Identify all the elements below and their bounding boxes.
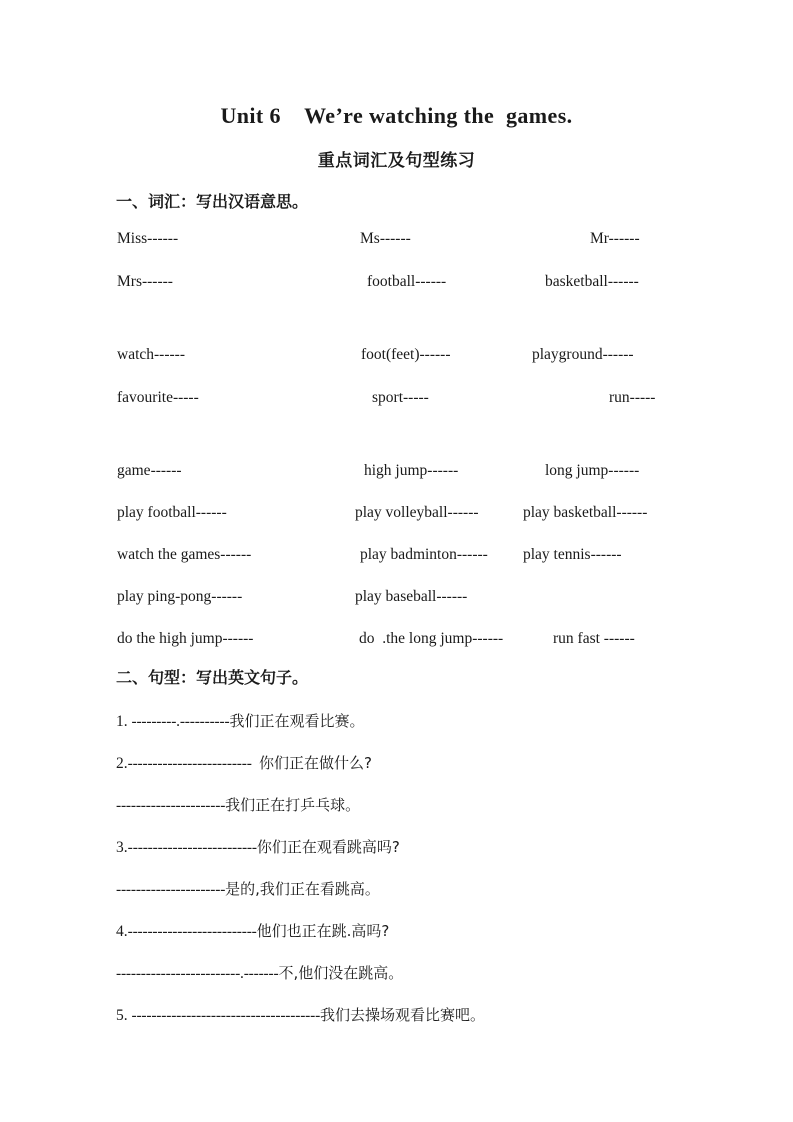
sentence-number: 1. bbox=[116, 713, 132, 730]
sentence-number: 4. bbox=[116, 923, 128, 940]
vocabulary-entry: game------ bbox=[117, 462, 182, 479]
vocabulary-entry: Mr------ bbox=[590, 230, 640, 247]
answer-blank-line[interactable]: ---------.---------- bbox=[131, 713, 230, 730]
sentence-prompt-chinese: 我们正在打乒乓球。 bbox=[225, 796, 361, 814]
vocabulary-entry: watch------ bbox=[117, 346, 185, 363]
vocabulary-entry: play baseball------ bbox=[355, 588, 468, 605]
sentence-prompt-chinese: 是的,我们正在看跳高。 bbox=[225, 880, 380, 898]
vocabulary-row bbox=[0, 628, 793, 650]
vocabulary-row bbox=[0, 586, 793, 608]
vocabulary-entry: do .the long jump------ bbox=[359, 630, 504, 647]
vocabulary-entry: football------ bbox=[367, 273, 447, 290]
vocabulary-entry: play volleyball------ bbox=[355, 504, 479, 521]
sentence-exercise-item bbox=[116, 836, 400, 859]
sentence-number: 5. bbox=[116, 1007, 132, 1024]
vocabulary-entry: Miss------ bbox=[117, 230, 179, 247]
sentence-prompt-chinese: 我们去操场观看比赛吧。 bbox=[320, 1006, 486, 1024]
sentence-exercise-item bbox=[116, 1004, 485, 1027]
sentence-prompt-chinese: 你们正在观看跳高吗? bbox=[256, 838, 400, 856]
section-heading-sentences: 二、句型：写出英文句子。 bbox=[116, 668, 309, 687]
answer-blank-line[interactable]: ------------------------- bbox=[127, 755, 260, 772]
vocabulary-entry: favourite----- bbox=[117, 389, 199, 406]
vocabulary-entry: Ms------ bbox=[360, 230, 411, 247]
vocabulary-entry: play basketball------ bbox=[523, 504, 648, 521]
page-subtitle-chinese: 重点词汇及句型练习 bbox=[317, 151, 476, 171]
vocabulary-entry: run fast ------ bbox=[553, 630, 635, 647]
answer-blank-line[interactable]: -------------------------------------- bbox=[131, 1007, 321, 1024]
vocabulary-entry: Mrs------ bbox=[117, 273, 173, 290]
sentence-exercise-item bbox=[116, 920, 389, 943]
sentence-exercise-item bbox=[116, 752, 372, 775]
vocabulary-entry: run----- bbox=[609, 389, 656, 406]
answer-blank-line[interactable]: ---------------------- bbox=[116, 797, 226, 814]
vocabulary-entry: high jump------ bbox=[364, 462, 459, 479]
vocabulary-entry: play tennis------ bbox=[523, 546, 622, 563]
vocabulary-row bbox=[0, 344, 793, 366]
section-heading-vocabulary: 一、词汇：写出汉语意思。 bbox=[116, 192, 309, 211]
answer-blank-line[interactable]: ---------------------- bbox=[116, 881, 226, 898]
answer-blank-line[interactable]: -------------------------.------- bbox=[116, 965, 279, 982]
sentence-prompt-chinese: 你们正在做什么? bbox=[259, 754, 372, 772]
vocabulary-row bbox=[0, 387, 793, 409]
sentence-number: 3.- bbox=[116, 839, 133, 856]
vocabulary-row bbox=[0, 271, 793, 293]
answer-blank-line[interactable]: ------------------------- bbox=[132, 839, 257, 856]
vocabulary-entry: basketball------ bbox=[545, 273, 639, 290]
sentence-prompt-chinese: 他们也正在跳.高吗? bbox=[256, 922, 390, 940]
answer-blank-line[interactable]: -------------------------- bbox=[127, 923, 257, 940]
sentence-number: 2. bbox=[116, 755, 128, 772]
vocabulary-entry: do the high jump------ bbox=[117, 630, 254, 647]
vocabulary-entry: play badminton------ bbox=[360, 546, 488, 563]
vocabulary-row bbox=[0, 228, 793, 250]
vocabulary-row bbox=[0, 502, 793, 524]
sentence-prompt-chinese: 我们正在观看比赛。 bbox=[229, 712, 365, 730]
vocabulary-entry: play football------ bbox=[117, 504, 227, 521]
vocabulary-entry: watch the games------ bbox=[117, 546, 252, 563]
sentence-exercise-item bbox=[116, 794, 360, 817]
sentence-exercise-item bbox=[116, 962, 403, 985]
vocabulary-entry: play ping-pong------ bbox=[117, 588, 243, 605]
vocabulary-entry: sport----- bbox=[372, 389, 429, 406]
vocabulary-entry: foot(feet)------ bbox=[361, 346, 451, 363]
vocabulary-row bbox=[0, 544, 793, 566]
page-title-english: Unit 6 We’re watching the games. bbox=[220, 103, 573, 128]
sentence-prompt-chinese: 不,他们没在跳高。 bbox=[278, 964, 404, 982]
vocabulary-row bbox=[0, 460, 793, 482]
sentence-exercise-item bbox=[116, 710, 364, 733]
vocabulary-entry: long jump------ bbox=[545, 462, 640, 479]
vocabulary-entry: playground------ bbox=[532, 346, 634, 363]
sentence-exercise-item bbox=[116, 878, 380, 901]
